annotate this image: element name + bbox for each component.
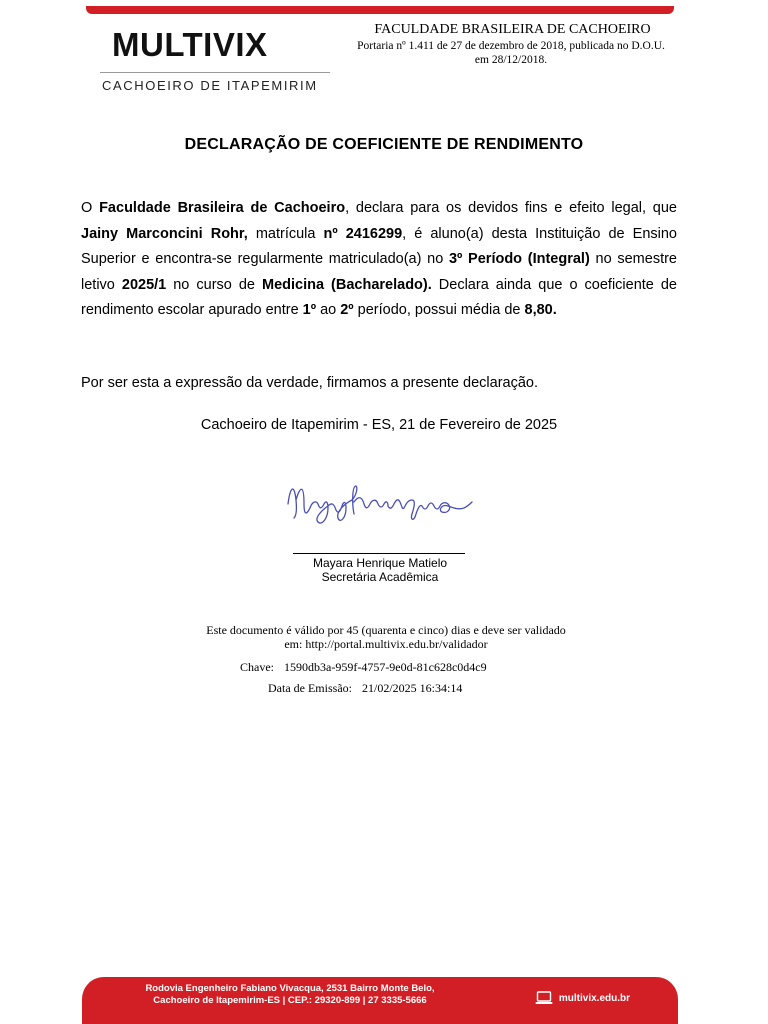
signer-name: Mayara Henrique Matielo xyxy=(312,556,448,570)
institution-name: FACULDADE BRASILEIRA DE CACHOEIRO xyxy=(374,22,651,37)
average-grade: 8,80. xyxy=(524,302,557,319)
signer-role: Secretária Acadêmica xyxy=(321,570,439,584)
closing-statement: Por ser esta a expressão da verdade, firmamos a presente declaração. xyxy=(81,375,538,391)
registration-number: nº 2416299 xyxy=(323,225,403,242)
footer-address: Rodovia Engenheiro Fabiano Vivacqua, 2531 Bairro Monte Belo, Cachoeiro de Itapemirim-ES | CEP.: 29320-899 | 27 3335-5666 xyxy=(145,983,435,1006)
logo-divider xyxy=(100,72,330,73)
computer-icon xyxy=(535,991,553,1005)
header-red-bar xyxy=(86,6,674,14)
validity-notice: Este documento é válido por 45 (quarenta e cinco) dias e deve ser validado em: http://portal.multivix.edu.br/validador xyxy=(206,623,566,651)
period-start: 1º xyxy=(302,302,317,319)
body-text: Declara ainda que o coeficiente de rendimento escolar apurado entre xyxy=(81,276,677,319)
key-label: Chave: xyxy=(240,660,274,674)
course: Medicina (Bacharelado). xyxy=(262,276,432,293)
body-text: no semestre letivo xyxy=(81,251,677,293)
body-text: período, possui média de xyxy=(353,302,525,319)
body-text: matrícula xyxy=(247,225,324,242)
multivix-logo: MULTIVIX xyxy=(112,26,268,63)
period-end: 2º xyxy=(340,302,354,319)
semester: 2025/1 xyxy=(121,276,167,293)
body-text: no curso de xyxy=(166,276,262,293)
emission-label: Data de Emissão: xyxy=(268,681,352,695)
document-title: DECLARAÇÃO DE COEFICIENTE DE RENDIMENTO xyxy=(184,136,584,153)
footer-website[interactable] xyxy=(535,991,630,1005)
footer-bar xyxy=(82,977,678,1024)
signature-line xyxy=(293,553,465,554)
emission-value: 21/02/2025 16:34:14 xyxy=(361,681,463,695)
body-text: , é aluno(a) desta Instituição de Ensino Superior e encontra-se regularmente matriculado(a) no xyxy=(81,225,677,268)
body-text: , declara para os devidos fins e efeito legal, que xyxy=(345,200,677,216)
institution-bold: Faculdade Brasileira de Cachoeiro xyxy=(99,200,346,216)
handwritten-signature xyxy=(282,474,482,534)
website-link[interactable]: multivix.edu.br xyxy=(558,992,630,1004)
validation-key xyxy=(240,660,487,675)
period: 3º Período (Integral) xyxy=(448,251,590,268)
student-name: Jainy Marconcini Rohr, xyxy=(81,225,248,242)
body-text: O xyxy=(81,200,100,216)
declaration-body xyxy=(81,196,677,324)
emission-date xyxy=(268,681,462,696)
place-date: Cachoeiro de Itapemirim - ES, 21 de Fevereiro de 2025 xyxy=(200,417,558,433)
institution-portaria: Portaria nº 1.411 de 27 de dezembro de 2018, publicada no D.O.U. em 28/12/2018. xyxy=(357,40,665,66)
body-text: ao xyxy=(316,302,341,319)
logo-subtitle: CACHOEIRO DE ITAPEMIRIM xyxy=(102,78,318,93)
key-value: 1590db3a-959f-4757-9e0d-81c628c0d4c9 xyxy=(284,660,487,674)
